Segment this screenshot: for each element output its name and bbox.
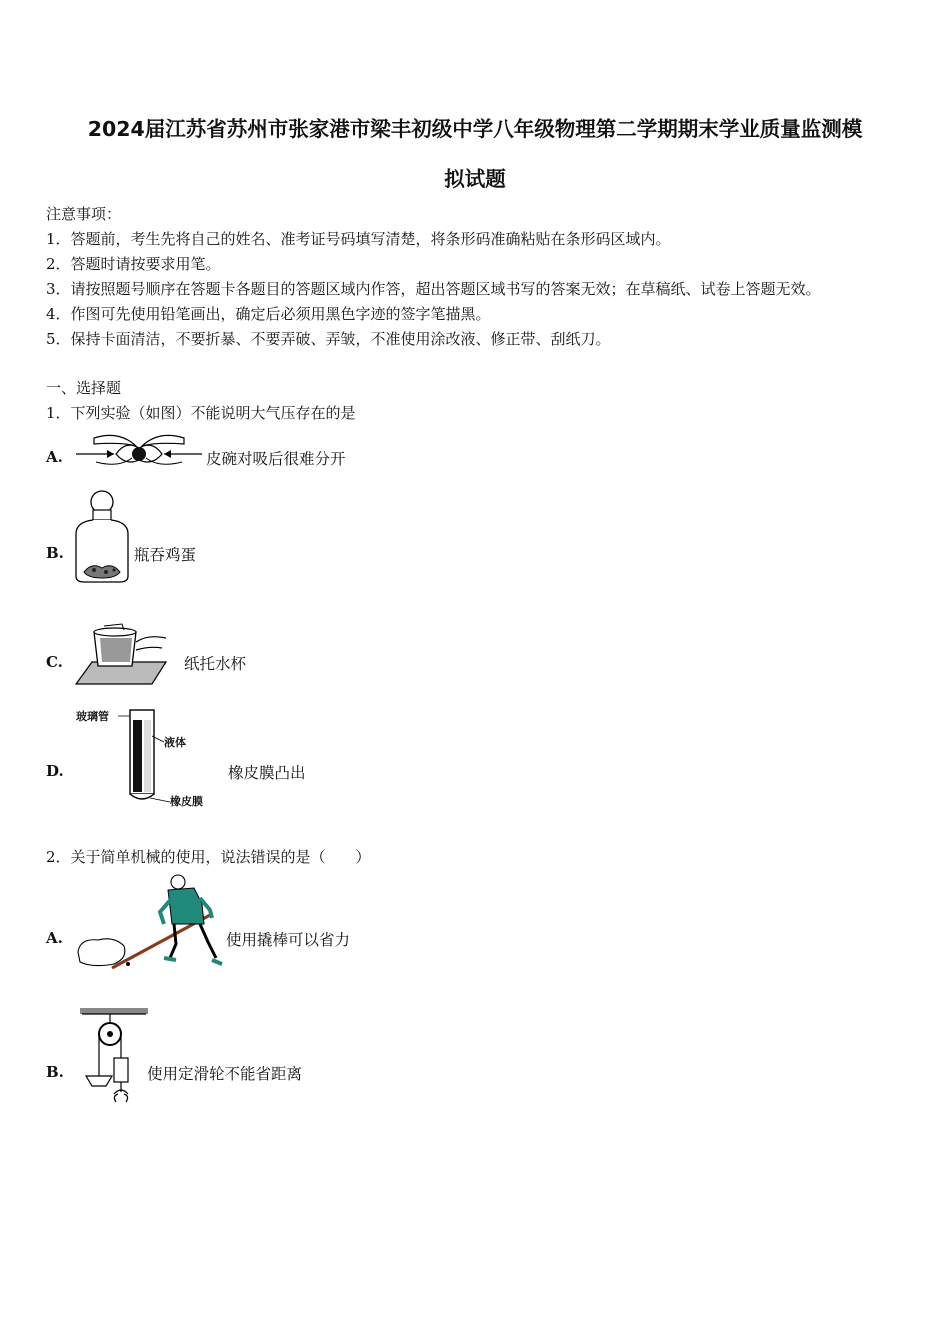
membrane-label: 橡皮膜 bbox=[170, 795, 203, 808]
q2-option-b-letter: B. bbox=[46, 1063, 64, 1081]
notice-item-4: 4．作图可先使用铅笔画出，确定后必须用黑色字迹的签字笔描黑。 bbox=[46, 305, 491, 323]
question-1-stem: 1．下列实验（如图）不能说明大气压存在的是 bbox=[46, 404, 356, 422]
q1-option-d-letter: D. bbox=[46, 762, 64, 780]
notice-item-3: 3．请按照题号顺序在答题卡各题目的答题区域内作答，超出答题区域书写的答案无效；在草稿纸、试卷上答题无效。 bbox=[46, 280, 821, 298]
paper-cup-figure bbox=[74, 624, 174, 688]
suction-cups-figure bbox=[74, 432, 204, 472]
q1-option-c-letter: C. bbox=[46, 653, 63, 671]
glass-tube-figure bbox=[74, 706, 224, 810]
notice-item-5: 5．保持卡面清洁，不要折暴、不要弄破、弄皱，不准使用涂改液、修正带、刮纸刀。 bbox=[46, 330, 611, 348]
bottle-egg-figure bbox=[72, 490, 132, 586]
fixed-pulley-figure bbox=[74, 1006, 150, 1110]
section-heading: 一、选择题 bbox=[46, 379, 122, 397]
q1-option-b-letter: B. bbox=[46, 544, 64, 562]
exam-title-line1: 2024届江苏省苏州市张家港市梁丰初级中学八年级物理第二学期期末学业质量监测模 bbox=[87, 117, 863, 141]
q2-option-a-letter: A. bbox=[46, 929, 63, 947]
notice-item-1: 1．答题前，考生先将自己的姓名、准考证号码填写清楚，将条形码准确粘贴在条形码区域内。 bbox=[46, 230, 671, 248]
q1-option-d-text: 橡皮膜凸出 bbox=[228, 764, 306, 782]
liquid-label: 液体 bbox=[164, 736, 186, 749]
q1-option-c-text: 纸托水杯 bbox=[184, 655, 247, 673]
tube-label: 玻璃管 bbox=[76, 710, 109, 723]
q1-option-b-text: 瓶吞鸡蛋 bbox=[134, 546, 197, 564]
notice-heading: 注意事项： bbox=[46, 205, 122, 223]
crowbar-figure bbox=[72, 872, 224, 972]
q2-option-b-text: 使用定滑轮不能省距离 bbox=[147, 1065, 303, 1083]
q1-option-a-text: 皮碗对吸后很难分开 bbox=[206, 450, 346, 468]
q2-option-a-text: 使用撬棒可以省力 bbox=[226, 931, 351, 949]
q1-option-a-letter: A. bbox=[46, 448, 63, 466]
notice-item-2: 2．答题时请按要求用笔。 bbox=[46, 255, 221, 273]
exam-title-line2: 拟试题 bbox=[444, 167, 506, 191]
question-2-stem: 2．关于简单机械的使用，说法错误的是（ ） bbox=[46, 848, 371, 866]
